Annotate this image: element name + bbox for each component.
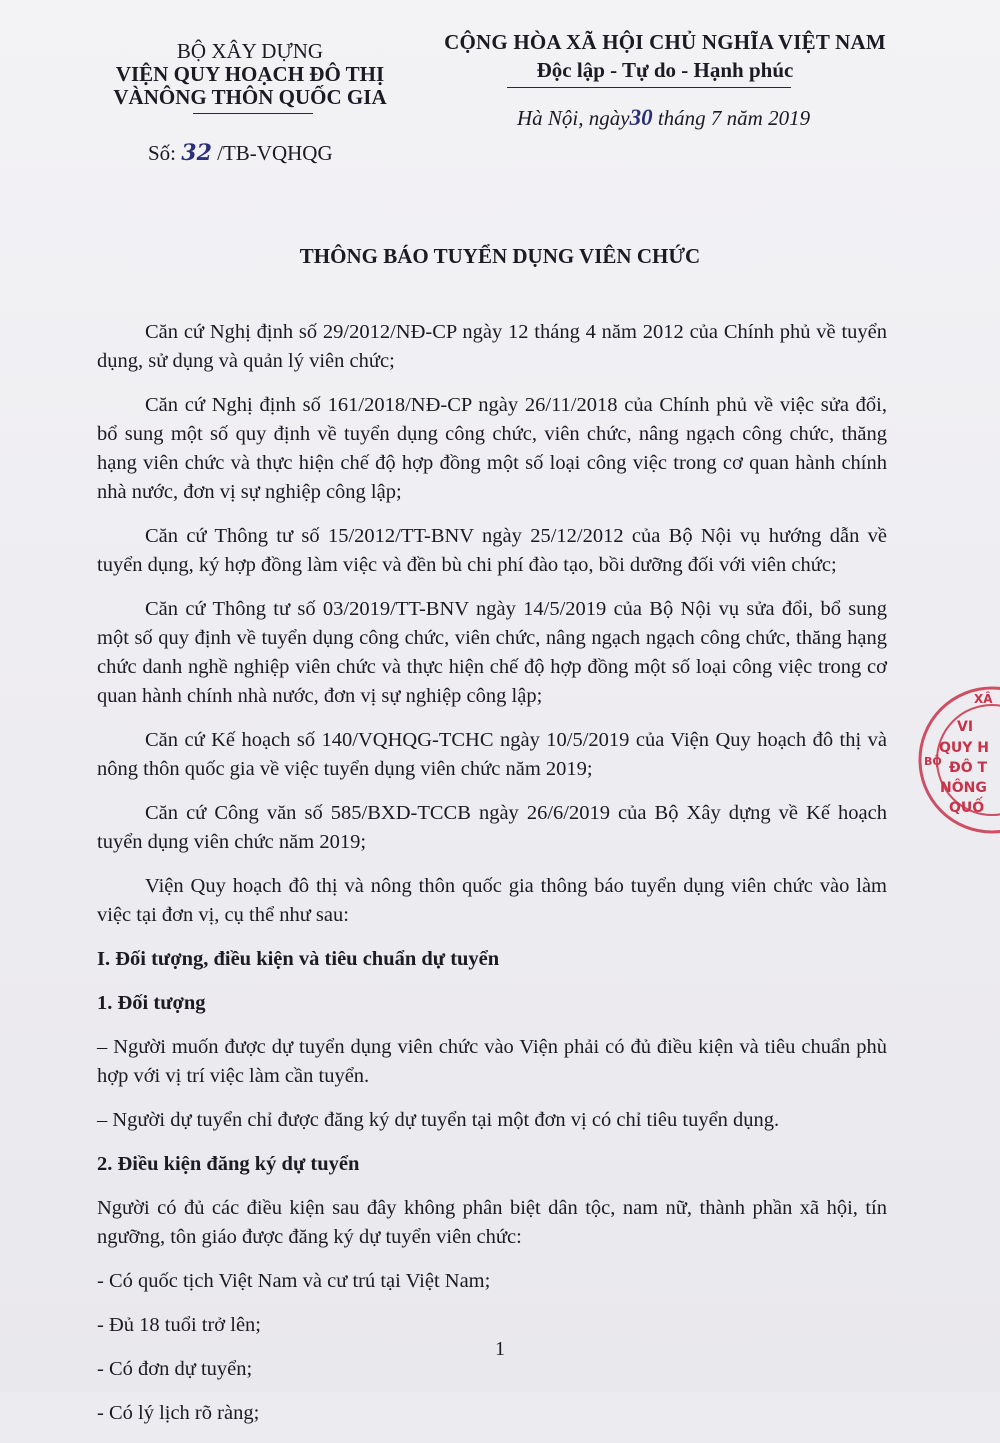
national-motto: Độc lập - Tự do - Hạnh phúc <box>536 58 794 82</box>
legal-basis-paragraph: Căn cứ Thông tư số 15/2012/TT-BNV ngày 25/12/2012 của Bộ Nội vụ hướng dẫn về tuyển dụng, ký hợp đồng làm việc và đền bù chi phí đào tạo, bồi dưỡng đối với viên chức; <box>97 525 887 576</box>
list-item: – Người dự tuyển chỉ được đăng ký dự tuyển tại một đơn vị có chỉ tiêu tuyển dụng. <box>97 1109 780 1131</box>
legal-basis-paragraph: Căn cứ Nghị định số 161/2018/NĐ-CP ngày 26/11/2018 của Chính phủ về việc sửa đổi, bổ sung một số quy định về tuyển dụng công chức, viên chức, nâng ngạch công chức, thăng hạng viên chức và thực hiện chế độ hợp đồng một số loại công việc trong cơ quan hành chính nhà nước, đơn vị sự nghiệp công lập; <box>97 394 887 503</box>
subsection-heading: 2. Điều kiện đăng ký dự tuyển <box>97 1153 360 1175</box>
list-item: - Có đơn dự tuyển; <box>97 1358 253 1380</box>
legal-basis-paragraph: Căn cứ Công văn số 585/BXD-TCCB ngày 26/6/2019 của Bộ Xây dựng về Kế hoạch tuyển dụng viên chức năm 2019; <box>97 802 887 853</box>
conditions-intro: Người có đủ các điều kiện sau đây không phân biệt dân tộc, nam nữ, thành phần xã hội, tín ngưỡng, tôn giáo được đăng ký dự tuyển viên chức: <box>97 1197 887 1248</box>
list-item: - Có lý lịch rõ ràng; <box>97 1402 260 1424</box>
list-item: - Đủ 18 tuổi trở lên; <box>97 1314 261 1336</box>
institute-name-line2: VÀNÔNG THÔN QUỐC GIA <box>113 85 387 109</box>
stamp-line3: ĐÔ T <box>949 760 988 776</box>
stamp-line5: QUỐ <box>949 800 985 816</box>
institute-underline <box>193 113 313 114</box>
document-body <box>97 318 887 1443</box>
legal-basis-paragraph: Căn cứ Thông tư số 03/2019/TT-BNV ngày 14/5/2019 của Bộ Nội vụ sửa đổi, bổ sung một số quy định về tuyển dụng công chức, viên chức, nâng ngạch ngạch công chức, thăng hạng chức danh nghề nghiệp viên chức và thực hiện chế độ hợp đồng một số loại công việc trong cơ quan hành chính nhà nước, đơn vị sự nghiệp công lập; <box>97 598 887 707</box>
issuing-agency-block <box>100 40 400 109</box>
subsection-heading: 1. Đối tượng <box>97 992 206 1014</box>
ministry-name: BỘ XÂY DỰNG <box>176 39 324 63</box>
doc-no-prefix: Số: <box>148 141 177 165</box>
date-day-handwritten: 30 <box>629 105 653 130</box>
legal-basis-paragraph: Căn cứ Kế hoạch số 140/VQHQG-TCHC ngày 10/5/2019 của Viện Quy hoạch đô thị và nông thôn quốc gia về việc tuyển dụng viên chức năm 2019; <box>97 729 887 780</box>
stamp-line1: VI <box>957 719 974 735</box>
stamp-line2: QUY H <box>939 740 989 756</box>
section-heading: I. Đối tượng, điều kiện và tiêu chuẩn dự tuyển <box>97 948 500 970</box>
announcement-intro: Viện Quy hoạch đô thị và nông thôn quốc gia thông báo tuyển dụng viên chức vào làm việc tại đơn vị, cụ thể như sau: <box>97 875 887 926</box>
page-number: 1 <box>495 1338 505 1360</box>
document-date <box>517 105 810 131</box>
list-item: - Có quốc tịch Việt Nam và cư trú tại Việt Nam; <box>97 1270 491 1292</box>
stamp-line4: NÔNG <box>940 780 987 796</box>
doc-no-handwritten: 32 <box>181 140 212 166</box>
motto-underline <box>507 87 791 88</box>
national-header-block <box>420 28 910 84</box>
document-number <box>148 140 333 166</box>
stamp-side-text: BỘ <box>924 755 942 768</box>
legal-basis-paragraph: Căn cứ Nghị định số 29/2012/NĐ-CP ngày 12 tháng 4 năm 2012 của Chính phủ về tuyển dụng, sử dụng và quản lý viên chức; <box>97 321 887 372</box>
stamp-top-text: XÂ <box>974 692 993 706</box>
institute-name-line1: VIỆN QUY HOẠCH ĐÔ THỊ <box>115 62 385 86</box>
document-title: THÔNG BÁO TUYỂN DỤNG VIÊN CHỨC <box>299 244 701 268</box>
date-suffix: tháng 7 năm 2019 <box>657 106 811 130</box>
list-item: – Người muốn được dự tuyển dụng viên chức vào Viện phải có đủ điều kiện và tiêu chuẩn phù hợp với vị trí việc làm cần tuyển. <box>97 1036 887 1087</box>
date-prefix: Hà Nội, ngày <box>517 106 630 130</box>
nation-name: CỘNG HÒA XÃ HỘI CHỦ NGHĨA VIỆT NAM <box>444 30 886 54</box>
official-seal-stamp <box>912 685 1000 835</box>
doc-no-suffix: /TB-VQHQG <box>217 141 333 165</box>
